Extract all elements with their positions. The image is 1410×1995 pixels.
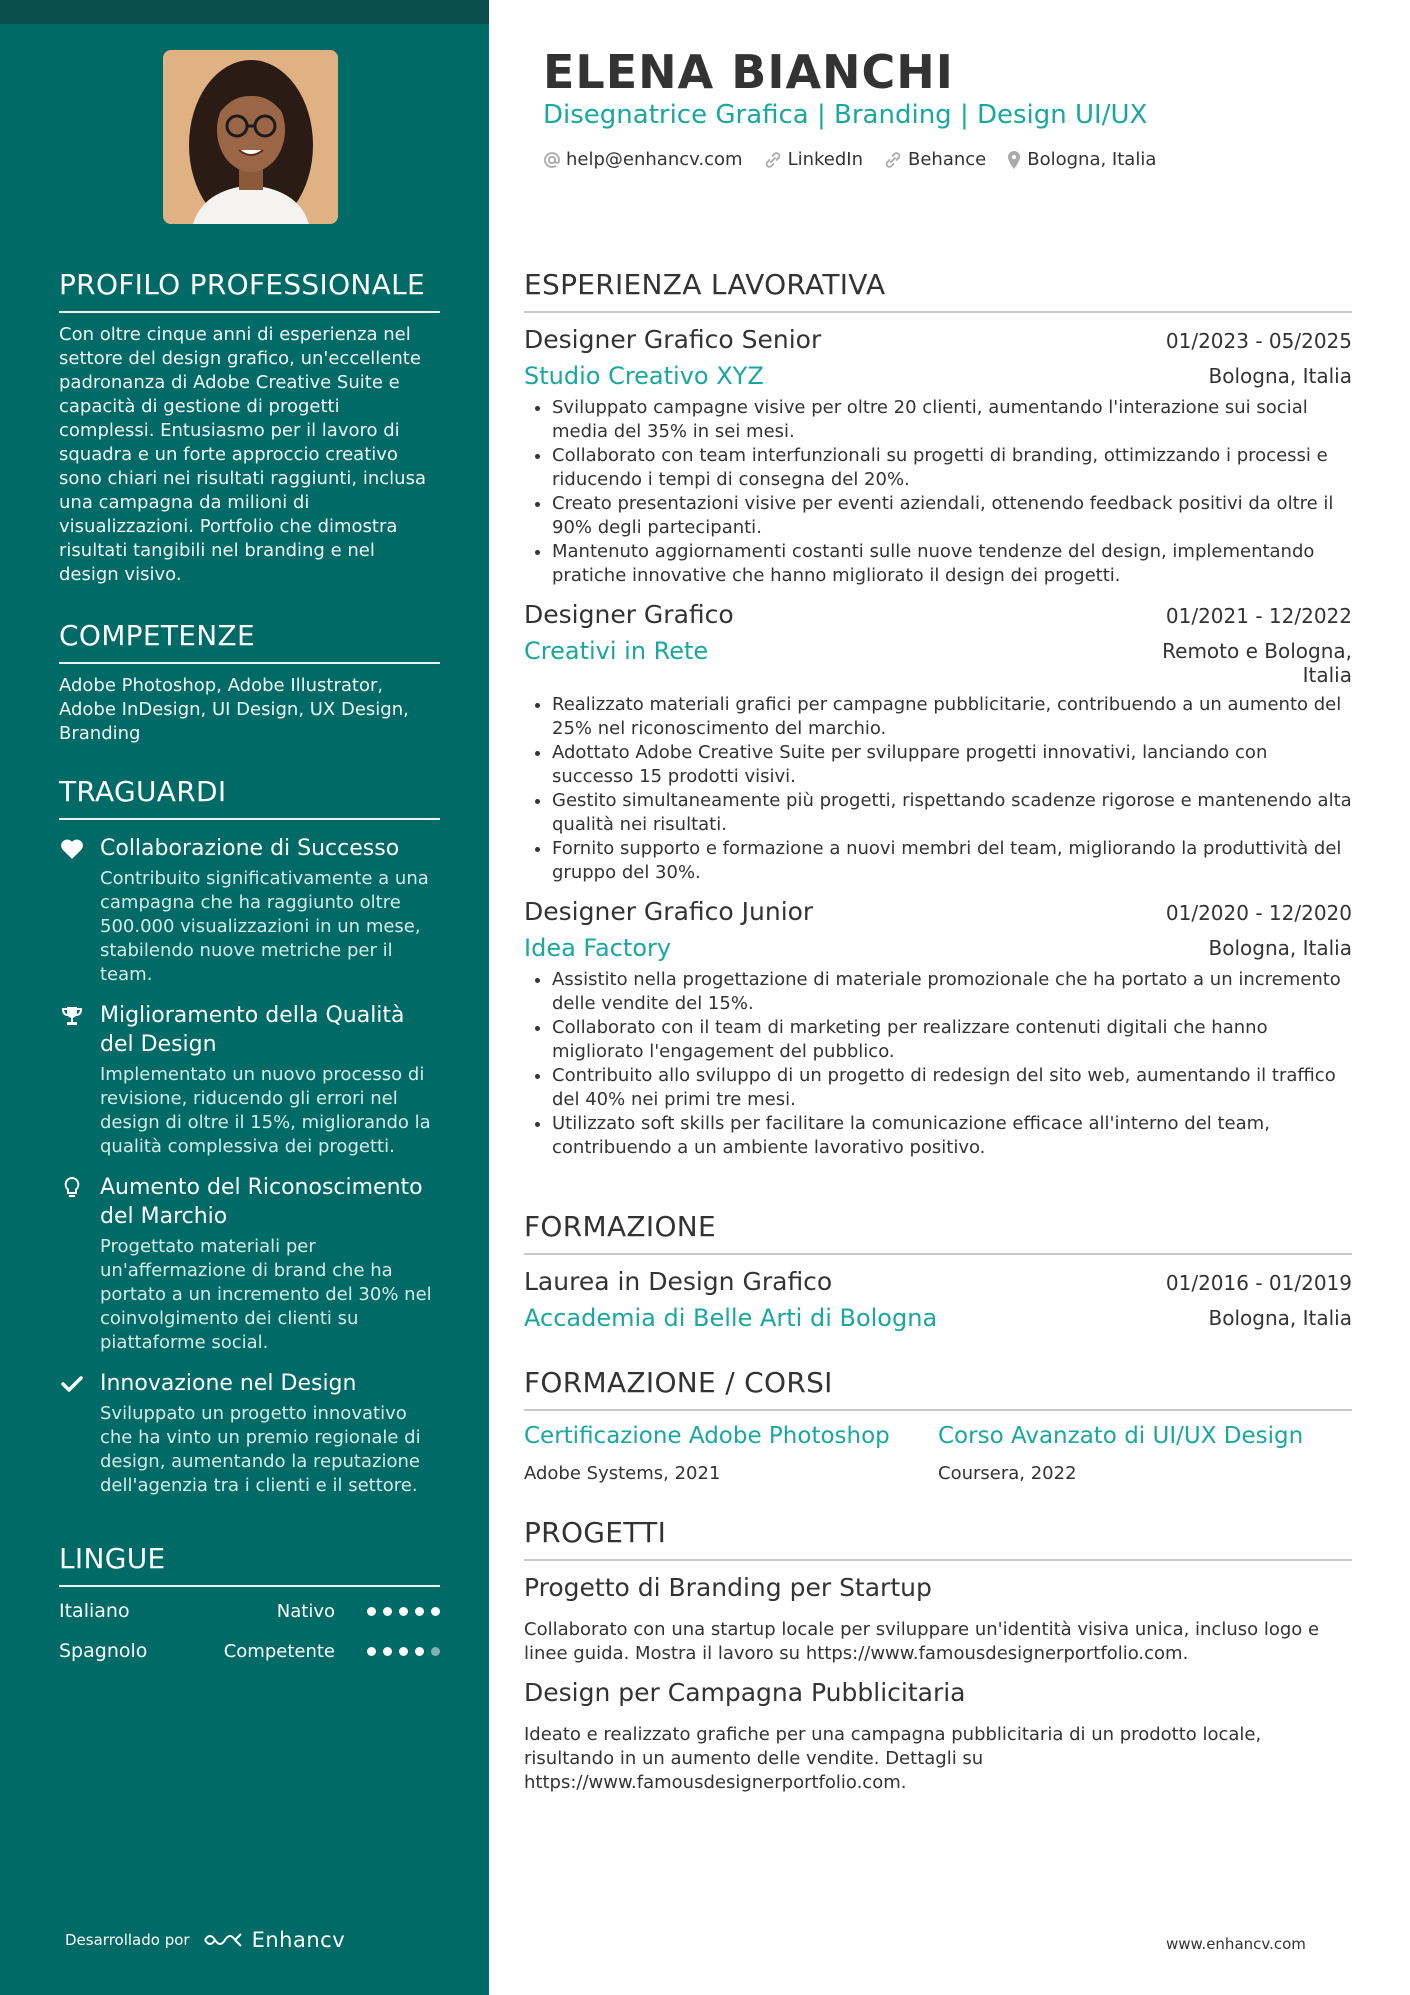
projects-section xyxy=(524,1516,1352,1795)
brand-name: Enhancv xyxy=(251,1928,346,1952)
education-title: FORMAZIONE xyxy=(524,1210,1352,1255)
candidate-name: ELENA BIANCHI xyxy=(543,45,954,99)
language-level: Competente xyxy=(223,1640,335,1662)
skills-title: COMPETENZE xyxy=(59,619,440,664)
location-pin-icon xyxy=(1006,150,1022,170)
project-desc: Collaborato con una startup locale per sviluppare un'identità visiva unica, incluso logo e linee guida. Mostra il lavoro su https://www.famousdesignerportfolio.com. xyxy=(524,1619,1320,1664)
course-provider: Coursera, 2022 xyxy=(938,1463,1077,1484)
language-row xyxy=(59,1591,440,1631)
achievement-item xyxy=(59,1173,440,1355)
achievements-section xyxy=(59,775,440,1498)
candidate-subtitle: Disegnatrice Grafica | Branding | Design UI/UX xyxy=(543,100,1148,130)
job-location: Bologna, Italia xyxy=(1208,364,1352,388)
rating-dot xyxy=(367,1607,376,1616)
language-rating xyxy=(367,1647,440,1656)
language-rating xyxy=(367,1607,440,1616)
skills-section xyxy=(59,619,440,746)
achievement-title: Collaborazione di Successo xyxy=(100,836,400,861)
project-desc: Ideato e realizzato grafiche per una campagna pubblicitaria di un prodotto locale, risultando in un aumento delle vendite. Dettagli su https://www.famousdesignerportfolio.com. xyxy=(524,1724,1262,1793)
job-bullet: • Contribuito allo sviluppo di un progetto di redesign del sito web, aumentando il traffico del 40% nei primi tre mesi. xyxy=(552,1064,1352,1112)
language-row xyxy=(59,1631,440,1671)
language-name: Spagnolo xyxy=(59,1640,148,1662)
trophy-icon xyxy=(59,1004,85,1028)
rating-dot xyxy=(399,1607,408,1616)
education-dates: 01/2016 - 01/2019 xyxy=(1165,1271,1352,1295)
sidebar xyxy=(0,0,489,1995)
job-bullet: • Collaborato con il team di marketing per realizzare contenuti digitali che hanno migliorato l'engagement del pubblico. xyxy=(552,1016,1352,1064)
lightbulb-icon xyxy=(59,1176,85,1200)
job-bullet: • Sviluppato campagne visive per oltre 20 clienti, aumentando l'interazione sui social media del 35% in sei mesi. xyxy=(552,396,1352,444)
contact-linkedin[interactable] xyxy=(763,149,863,170)
course-provider: Adobe Systems, 2021 xyxy=(524,1463,721,1484)
rating-dot xyxy=(415,1607,424,1616)
course-title: Corso Avanzato di UI/UX Design xyxy=(938,1423,1304,1449)
job-company: Creativi in Rete xyxy=(524,637,709,665)
rating-dot xyxy=(431,1647,440,1656)
school-name: Accademia di Belle Arti di Bologna xyxy=(524,1304,938,1332)
job-dates: 01/2023 - 05/2025 xyxy=(1165,329,1352,353)
contact-behance[interactable] xyxy=(883,149,986,170)
course-item xyxy=(524,1423,938,1484)
course-item xyxy=(938,1423,1352,1484)
job-entry xyxy=(524,600,1352,885)
achievement-item xyxy=(59,1001,440,1159)
projects-title: PROGETTI xyxy=(524,1516,1352,1561)
achievement-title: Aumento del Riconoscimento del Marchio xyxy=(100,1175,423,1229)
course-title: Certificazione Adobe Photoshop xyxy=(524,1423,890,1449)
rating-dot xyxy=(399,1647,408,1656)
powered-by-label: Desarrollado por xyxy=(65,1931,190,1949)
experience-section xyxy=(524,268,1352,1160)
contact-location-label: Bologna, Italia xyxy=(1027,149,1157,170)
job-title: Designer Grafico Junior xyxy=(524,897,814,926)
sidebar-top-bar xyxy=(0,0,489,24)
job-location: Bologna, Italia xyxy=(1208,936,1352,960)
job-bullet: • Utilizzato soft skills per facilitare la comunicazione efficace all'interno del team, contribuendo a un ambiente lavorativo positivo. xyxy=(552,1112,1352,1160)
achievement-desc: Implementato un nuovo processo di revisione, riducendo gli errori nel design di oltre il 15%, migliorando la qualità complessiva dei progetti. xyxy=(100,1064,431,1157)
rating-dot xyxy=(415,1647,424,1656)
job-bullet: • Gestito simultaneamente più progetti, rispettando scadenze rigorose e mantenendo alta qualità nei risultati. xyxy=(552,789,1352,837)
job-company: Studio Creativo XYZ xyxy=(524,362,764,390)
profile-text: Con oltre cinque anni di esperienza nel settore del design grafico, un'eccellente padronanza di Adobe Creative Suite e capacità di gestione di progetti complessi. Entusiasmo per il lavoro di squadra e un forte approccio creativo sono chiari nei risultati raggiunti, inclusa una campagna da milioni di visualizzazioni. Portfolio che dimostra risultati tangibili nel branding e nel design visivo. xyxy=(59,324,426,585)
checkmark-icon xyxy=(59,1372,85,1396)
job-bullets xyxy=(524,396,1352,588)
achievement-desc: Contribuito significativamente a una campagna che ha raggiunto oltre 500.000 visualizzazioni in un mese, stabilendo nuove metriche per il team. xyxy=(100,868,429,985)
profile-section xyxy=(59,268,440,587)
job-bullets xyxy=(524,968,1352,1160)
project-title: Design per Campagna Pubblicitaria xyxy=(524,1678,966,1707)
contact-bar xyxy=(543,149,1176,170)
school-location: Bologna, Italia xyxy=(1208,1306,1352,1330)
rating-dot xyxy=(367,1647,376,1656)
job-bullet: • Collaborato con team interfunzionali su progetti di branding, ottimizzando i processi e riducendo i tempi di consegna del 20%. xyxy=(552,444,1352,492)
education-section xyxy=(524,1210,1352,1332)
job-bullet: • Mantenuto aggiornamenti costanti sulle nuove tendenze del design, implementando pratiche innovative che hanno migliorato il design dei progetti. xyxy=(552,540,1352,588)
contact-behance-label: Behance xyxy=(908,149,987,170)
job-dates: 01/2020 - 12/2020 xyxy=(1165,901,1352,925)
rating-dot xyxy=(431,1607,440,1616)
job-title: Designer Grafico xyxy=(524,600,734,629)
job-entry xyxy=(524,325,1352,588)
heart-icon xyxy=(59,837,85,861)
footer-website[interactable]: www.enhancv.com xyxy=(1166,1935,1306,1953)
achievements-title: TRAGUARDI xyxy=(59,775,440,820)
job-bullet: • Adottato Adobe Creative Suite per sviluppare progetti innovativi, lanciando con successo 15 prodotti visivi. xyxy=(552,741,1352,789)
contact-linkedin-label: LinkedIn xyxy=(787,149,863,170)
language-level: Nativo xyxy=(276,1600,335,1622)
degree-title: Laurea in Design Grafico xyxy=(524,1267,833,1296)
project-item xyxy=(524,1678,1352,1795)
courses-section xyxy=(524,1366,1352,1484)
job-entry xyxy=(524,897,1352,1160)
achievement-title: Miglioramento della Qualità del Design xyxy=(100,1003,405,1057)
link-icon xyxy=(883,151,903,169)
contact-email[interactable] xyxy=(543,149,743,170)
profile-photo xyxy=(163,50,338,224)
contact-email-label: help@enhancv.com xyxy=(566,149,743,170)
job-company: Idea Factory xyxy=(524,934,672,962)
language-name: Italiano xyxy=(59,1600,130,1622)
job-bullet: • Assistito nella progettazione di materiale promozionale che ha portato a un incremento delle vendite del 15%. xyxy=(552,968,1352,1016)
profile-title: PROFILO PROFESSIONALE xyxy=(59,268,440,313)
rating-dot xyxy=(383,1607,392,1616)
portrait-illustration xyxy=(163,50,338,224)
languages-section xyxy=(59,1542,440,1671)
contact-location xyxy=(1006,149,1156,170)
achievement-desc: Progettato materiali per un'affermazione di brand che ha portato a un incremento del 30% nel coinvolgimento dei clienti su piattaforme social. xyxy=(100,1236,432,1353)
at-icon xyxy=(543,151,561,169)
skills-text: Adobe Photoshop, Adobe Illustrator, Adobe InDesign, UI Design, UX Design, Branding xyxy=(59,675,409,744)
enhancv-logo-icon xyxy=(202,1929,246,1951)
job-bullet: • Creato presentazioni visive per eventi aziendali, ottenendo feedback positivi da oltre il 90% degli partecipanti. xyxy=(552,492,1352,540)
achievement-title: Innovazione nel Design xyxy=(100,1371,357,1396)
job-bullet: • Fornito supporto e formazione a nuovi membri del team, migliorando la produttività del gruppo del 30%. xyxy=(552,837,1352,885)
job-title: Designer Grafico Senior xyxy=(524,325,822,354)
job-bullet: • Realizzato materiali grafici per campagne pubblicitarie, contribuendo a un aumento del 25% nel riconoscimento del marchio. xyxy=(552,693,1352,741)
education-entry xyxy=(524,1267,1352,1332)
achievement-item xyxy=(59,1369,440,1498)
project-item xyxy=(524,1573,1352,1666)
rating-dot xyxy=(383,1647,392,1656)
job-location: Remoto e Bologna, Italia xyxy=(1162,639,1352,687)
courses-title: FORMAZIONE / CORSI xyxy=(524,1366,1352,1411)
powered-by xyxy=(65,1928,345,1952)
achievement-item xyxy=(59,834,440,987)
link-icon xyxy=(763,151,783,169)
achievement-desc: Sviluppato un progetto innovativo che ha vinto un premio regionale di design, aumentando la reputazione dell'agenzia tra i clienti e il settore. xyxy=(100,1403,421,1496)
languages-title: LINGUE xyxy=(59,1542,440,1587)
job-bullets xyxy=(524,693,1352,885)
experience-title: ESPERIENZA LAVORATIVA xyxy=(524,268,1352,313)
project-title: Progetto di Branding per Startup xyxy=(524,1573,932,1602)
job-dates: 01/2021 - 12/2022 xyxy=(1165,604,1352,628)
